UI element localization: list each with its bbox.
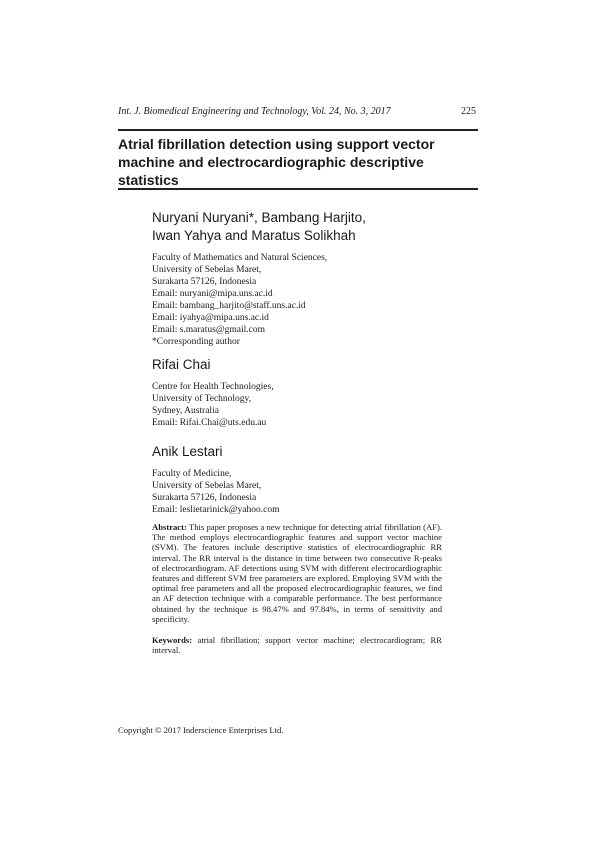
- affiliation-line: Faculty of Medicine,: [152, 469, 232, 479]
- email-line: Email: Rifai.Chai@uts.edu.au: [152, 418, 267, 428]
- affiliation-line: Sydney, Australia: [152, 406, 219, 416]
- affiliation-line: University of Sebelas Maret,: [152, 265, 262, 275]
- author-affiliation-2: [152, 381, 452, 429]
- email-line: Email: bambang_harjito@staff.uns.ac.id: [152, 301, 306, 311]
- author-group-2: [152, 356, 452, 429]
- author-group-1: [152, 209, 452, 348]
- email-line: Email: nuryani@mipa.uns.ac.id: [152, 289, 273, 299]
- author-names-line-2: Iwan Yahya and Maratus Solikhah: [152, 228, 356, 243]
- email-line: Email: s.maratus@gmail.com: [152, 325, 265, 335]
- abstract-text: This paper proposes a new technique for detecting atrial fibrillation (AF). The method employs electrocardiographic features and support vector machine (SVM). The features include descriptive statistics of electrocardiographic RR interval. The RR interval is the distance in time between two consecutive R-peaks of electrocardiogram. AF detections using SVM with different electrocardiographic features and different SVM free parameters are explored. Employing SVM with the optimal free parameters and all the proposed electrocardiographic features, we find an AF detection technique with a comparable performance. The best performance obtained by the technique is 98.47% and 97.84%, in terms of sensitivity and specificity.: [152, 522, 442, 624]
- author-group-3: [152, 443, 452, 516]
- copyright-notice: Copyright © 2017 Inderscience Enterprises Ltd.: [118, 725, 284, 735]
- author-affiliation-3: [152, 468, 452, 516]
- affiliation-line: Centre for Health Technologies,: [152, 382, 274, 392]
- affiliation-line: University of Sebelas Maret,: [152, 481, 262, 491]
- affiliation-line: University of Technology,: [152, 394, 252, 404]
- author-affiliation-1: [152, 252, 452, 348]
- journal-citation: Int. J. Biomedical Engineering and Technology, Vol. 24, No. 3, 2017: [118, 106, 391, 117]
- author-names-line-1: Nuryani Nuryani*, Bambang Harjito,: [152, 210, 366, 225]
- affiliation-line: Surakarta 57126, Indonesia: [152, 493, 257, 503]
- page-number: 225: [461, 106, 476, 117]
- keywords-text: atrial fibrillation; support vector machine; electrocardiogram; RR interval.: [152, 635, 442, 656]
- author-name: Anik Lestari: [152, 444, 223, 459]
- email-line: Email: iyahya@mipa.uns.ac.id: [152, 313, 269, 323]
- keywords-label: Keywords:: [152, 635, 198, 645]
- abstract-label: Abstract:: [152, 522, 190, 532]
- paper-title: Atrial fibrillation detection using support vector machine and electrocardiographic descriptive statistics: [118, 136, 435, 188]
- abstract: [152, 522, 442, 624]
- email-line: Email: leslietarinick@yahoo.com: [152, 505, 280, 515]
- corresponding-author-note: *Corresponding author: [152, 337, 240, 347]
- running-head: [118, 106, 476, 117]
- keywords: [152, 635, 442, 655]
- title-rule-top: [118, 129, 478, 131]
- affiliation-line: Faculty of Mathematics and Natural Sciences,: [152, 253, 328, 263]
- affiliation-line: Surakarta 57126, Indonesia: [152, 277, 257, 287]
- author-name: Rifai Chai: [152, 357, 211, 372]
- title-rule-bottom: [118, 188, 478, 190]
